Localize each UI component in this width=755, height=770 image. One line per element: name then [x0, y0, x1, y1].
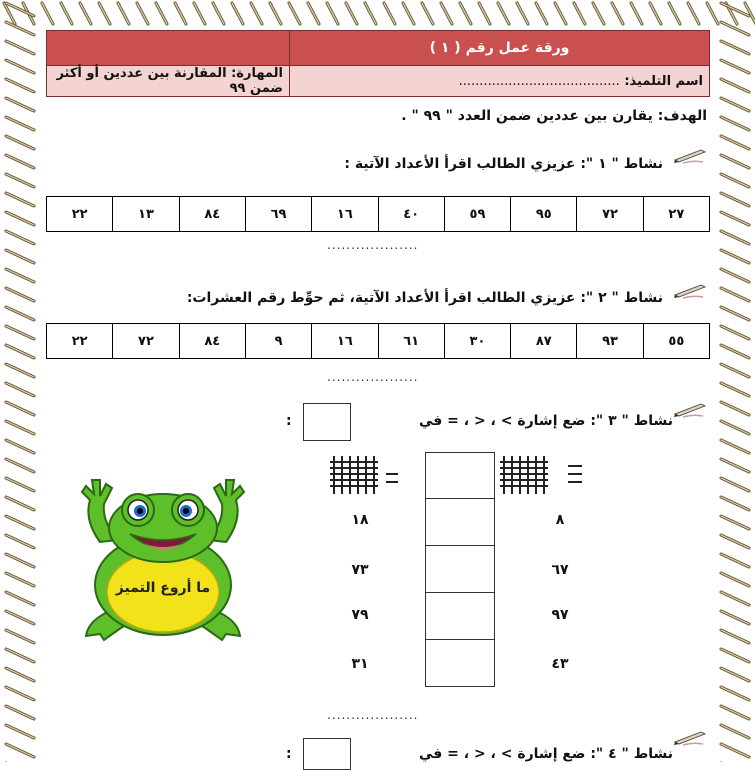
- sign-example-box: [303, 403, 351, 441]
- comparison-left-number: ٣١: [351, 656, 369, 672]
- comparison-right-number: ٦٧: [551, 562, 569, 578]
- pencil-icon: [673, 400, 707, 418]
- pencil-icon: [673, 281, 707, 299]
- comparison-right-number: ٩٧: [551, 607, 569, 623]
- number-cell: ٢٧: [643, 197, 709, 232]
- number-cell: ٦٩: [245, 197, 311, 232]
- number-cell[interactable]: ٨٤: [179, 324, 245, 359]
- student-name-dots: .......................................: [458, 73, 620, 89]
- sign-example-box: [303, 738, 351, 770]
- number-cell: ٢٢: [47, 197, 113, 232]
- activity1-title: نشاط " ١ ": عزيزي الطالب اقرأ الأعداد الآتية :: [344, 156, 663, 172]
- pencil-icon: [673, 728, 707, 746]
- goal-text: الهدف: يقارن بين عددين ضمن العدد " ٩٩ " .: [401, 108, 707, 124]
- separator-dots: ...................: [327, 370, 419, 384]
- activity4-colon: :: [286, 746, 292, 762]
- number-cell[interactable]: ٨٧: [511, 324, 577, 359]
- number-cell[interactable]: ٢٢: [47, 324, 113, 359]
- activity3-colon: :: [286, 413, 292, 429]
- number-cell: ٨٤: [179, 197, 245, 232]
- activity4-title: نشاط " ٤ ": ضع إشارة > ، < ، = في: [418, 746, 673, 762]
- separator-dots: ...................: [327, 238, 419, 252]
- number-cell: ٥٩: [444, 197, 510, 232]
- number-cell[interactable]: ٥٥: [643, 324, 709, 359]
- number-cell[interactable]: ٧٢: [113, 324, 179, 359]
- number-cell: ٩٥: [511, 197, 577, 232]
- comparison-left-number: ٧٩: [351, 607, 369, 623]
- number-cell: ١٦: [312, 197, 378, 232]
- student-name-label: اسم التلميذ:: [624, 73, 703, 89]
- number-cell[interactable]: ١٦: [312, 324, 378, 359]
- number-cell[interactable]: ٦١: [378, 324, 444, 359]
- comparison-right-number: ٨: [555, 512, 565, 528]
- student-name-field[interactable]: [290, 66, 710, 97]
- frog-caption: ما أروع التميز: [115, 580, 211, 596]
- number-cell[interactable]: ٩٣: [577, 324, 643, 359]
- comparison-boxes: [425, 452, 495, 687]
- comparison-answer-box[interactable]: [425, 499, 495, 546]
- pencil-border-top-icon: [0, 0, 755, 28]
- comparison-answer-box[interactable]: [425, 640, 495, 687]
- number-cell[interactable]: ٩: [245, 324, 311, 359]
- comparison-answer-box[interactable]: [425, 593, 495, 640]
- activity3-title: نشاط " ٣ ": ضع إشارة > ، < ، = في: [418, 413, 673, 429]
- comparison-left-number: ١٨: [351, 512, 369, 528]
- comparison-answer-box[interactable]: [425, 546, 495, 593]
- pencil-border-left-icon: [0, 0, 40, 762]
- pencil-icon: [673, 146, 707, 164]
- comparison-left-number: ٧٣: [351, 562, 369, 578]
- worksheet-header: [46, 30, 710, 97]
- number-cell[interactable]: ٣٠: [444, 324, 510, 359]
- worksheet-title: ورقة عمل رقم ( ١ ): [290, 31, 710, 66]
- activity1-numbers-table: [46, 196, 710, 232]
- number-cell: ١٣: [113, 197, 179, 232]
- header-left-blank: [47, 31, 290, 66]
- comparison-right-number: ٤٣: [551, 656, 569, 672]
- frog-mascot-icon: [78, 470, 248, 645]
- activity2-numbers-table: [46, 323, 710, 359]
- pencil-border-right-icon: [715, 0, 755, 762]
- number-cell: ٤٠: [378, 197, 444, 232]
- separator-dots: ...................: [327, 708, 419, 722]
- comparison-answer-box[interactable]: [425, 452, 495, 499]
- number-cell: ٧٢: [577, 197, 643, 232]
- skill-label: المهارة: المقارنة بين عددين أو أكثر ضمن ٩٩: [47, 66, 290, 97]
- activity2-title: نشاط " ٢ ": عزيزي الطالب اقرأ الأعداد الآتية، ثم حوِّط رقم العشرات:: [186, 290, 663, 306]
